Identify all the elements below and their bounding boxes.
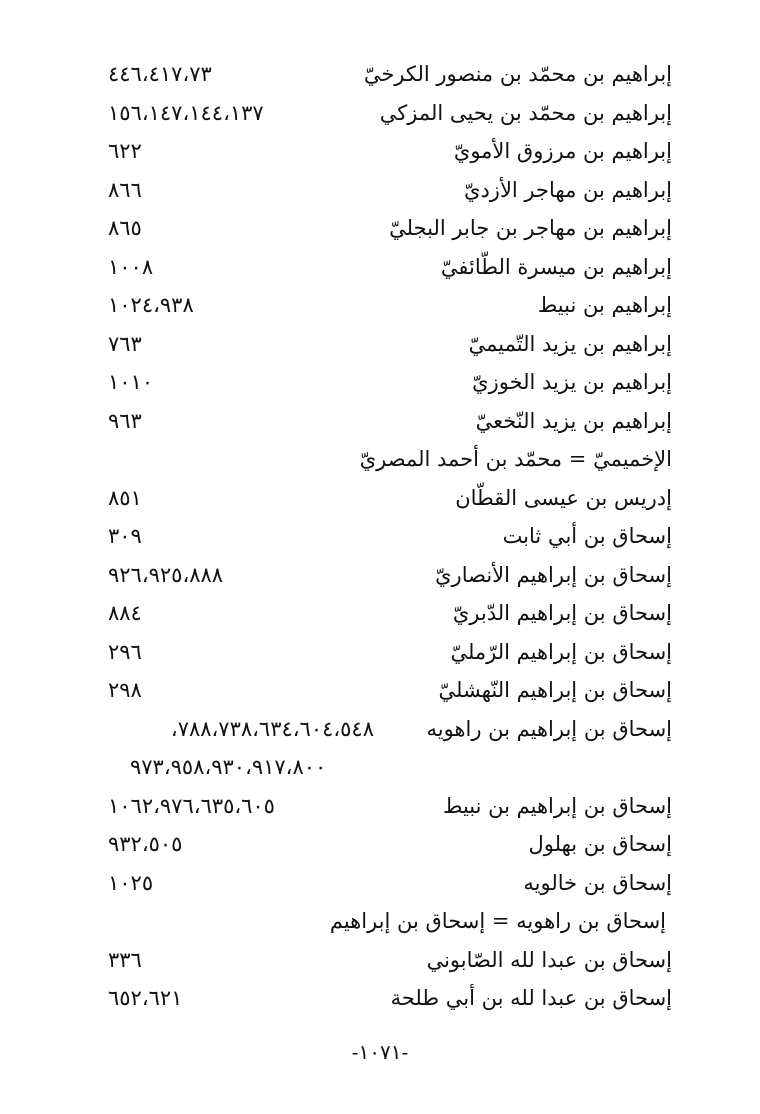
- entry-pages: ١٠٢٤،٩٣٨: [108, 293, 194, 317]
- entry-name: إسحاق بن إبراهيم النّهشليّ: [438, 678, 672, 702]
- entry-pages: ٣٣٦: [108, 947, 142, 972]
- cross-reference: [0, 443, 760, 482]
- index-entry: [0, 405, 760, 444]
- entry-pages: ٧٦٣: [108, 331, 142, 356]
- entry-name: إبراهيم بن محمّد بن منصور الكرخيّ: [363, 62, 672, 86]
- entry-name: إبراهيم بن مرزوق الأمويّ: [453, 139, 672, 163]
- entry-name: إسحاق بن بهلول: [528, 832, 672, 856]
- entry-pages: ٩٣٢،٥٠٥: [108, 832, 183, 856]
- entry-pages: ١٠١٠: [108, 370, 154, 394]
- entry-pages: ٢٩٦: [108, 639, 142, 664]
- entry-pages-continued: ٩٧٣،٩٥٨،٩٣٠،٩١٧،٨٠٠: [130, 755, 327, 779]
- index-entry: [0, 135, 760, 174]
- entry-pages: ٩٦٣: [108, 408, 142, 433]
- entry-name: إبراهيم بن نبيط: [537, 293, 672, 317]
- entry-name: إسحاق بن إبراهيم الدّبريّ: [452, 601, 672, 625]
- index-entry: [0, 636, 760, 675]
- index-entry: [0, 790, 760, 829]
- index-entry: [0, 251, 760, 290]
- index-entry-continuation: [0, 751, 760, 790]
- page-number: -١٠٧١-: [351, 1040, 409, 1064]
- index-entry: [0, 97, 760, 136]
- entry-name: إبراهيم بن يزيد التّميميّ: [468, 331, 672, 356]
- entry-pages: ٨٦٦: [108, 177, 142, 202]
- entry-name: إبراهيم بن محمّد بن يحيى المزكي: [379, 100, 672, 125]
- cross-reference-text: إسحاق بن راهويه = إسحاق بن إبراهيم: [329, 909, 666, 933]
- entry-pages: ١٠٦٢،٩٧٦،٦٣٥،٦٠٥: [108, 793, 275, 818]
- entry-name: إبراهيم بن يزيد الخوزيّ: [472, 370, 672, 394]
- index-entry: [0, 174, 760, 213]
- entry-pages: ٦٥٢،٦٢١: [108, 986, 183, 1010]
- index-entry: [0, 366, 760, 405]
- entry-name: إبراهيم بن ميسرة الطّائفيّ: [440, 254, 672, 279]
- index-entry: [0, 713, 760, 752]
- entry-name: إسحاق بن إبراهيم الأنصاريّ: [435, 562, 672, 587]
- cross-reference: [0, 905, 760, 944]
- entry-pages: ١٥٦،١٤٧،١٤٤،١٣٧: [108, 100, 264, 125]
- cross-reference-text: الإخميميّ = محمّد بن أحمد المصريّ: [359, 447, 672, 471]
- entry-name: إسحاق بن إبراهيم الرّمليّ: [450, 639, 672, 664]
- entry-pages: ٨٥١: [108, 485, 142, 510]
- index-entry: [0, 520, 760, 559]
- index-entry: [0, 328, 760, 367]
- index-entry: [0, 559, 760, 598]
- entry-name: إدريس بن عيسى القطّان: [455, 485, 672, 510]
- entry-name: إسحاق بن إبراهيم بن راهويه: [426, 716, 672, 741]
- entry-name: إسحاق بن أبي ثابت: [502, 524, 672, 548]
- index-entry: [0, 944, 760, 983]
- entry-name: إسحاق بن خالويه: [523, 870, 672, 895]
- index-entry: [0, 289, 760, 328]
- index-entries: [0, 58, 760, 1021]
- entry-pages: ٦٢٢: [108, 139, 142, 163]
- entry-pages: ١٠٢٥: [108, 870, 154, 895]
- entry-pages: ٩٢٦،٩٢٥،٨٨٨: [108, 562, 224, 587]
- entry-name: إبراهيم بن يزيد النّخعيّ: [475, 408, 672, 433]
- entry-pages: ٣٠٩: [108, 524, 142, 548]
- index-entry: [0, 212, 760, 251]
- entry-pages: ٧٨٨،٧٣٨،٦٣٤،٦٠٤،٥٤٨،: [170, 716, 374, 741]
- index-entry: [0, 828, 760, 867]
- entry-name: إبراهيم بن مهاجر الأزديّ: [464, 177, 672, 202]
- entry-name: إسحاق بن عبدا لله الصّابوني: [426, 947, 672, 972]
- index-entry: [0, 867, 760, 906]
- entry-pages: ٢٩٨: [108, 678, 142, 702]
- entry-name: إسحاق بن إبراهيم بن نبيط: [443, 793, 672, 818]
- index-entry: [0, 674, 760, 713]
- entry-name: إسحاق بن عبدا لله بن أبي طلحة: [390, 986, 672, 1010]
- index-entry: [0, 482, 760, 521]
- index-entry: [0, 982, 760, 1021]
- entry-pages: ٨٦٥: [108, 216, 142, 240]
- entry-name: إبراهيم بن مهاجر بن جابر البجليّ: [389, 216, 672, 240]
- index-entry: [0, 597, 760, 636]
- entry-pages: ٤٤٦،٤١٧،٧٣: [108, 62, 212, 86]
- entry-pages: ٨٨٤: [108, 601, 142, 625]
- entry-pages: ١٠٠٨: [108, 254, 154, 279]
- index-entry: [0, 58, 760, 97]
